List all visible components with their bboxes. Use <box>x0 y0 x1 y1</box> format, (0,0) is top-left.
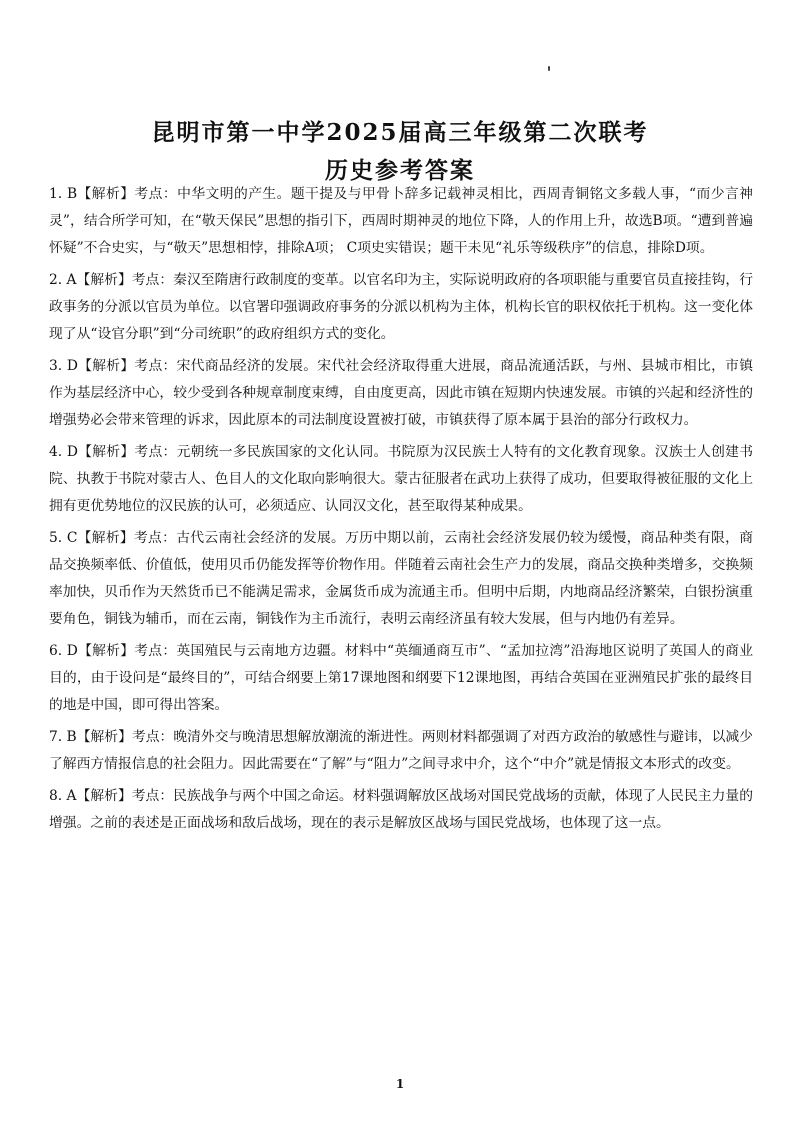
answer-item <box>49 439 753 520</box>
answer-key-title: 历史参考答案 <box>325 157 475 184</box>
answer-text: 元朝统一多民族国家的文化认同。书院原为汉民族士人特有的文化教育现象。汉族士人创建书院、执教于书院对蒙古人、色目人的文化取向影响很大。蒙古征服者在武功上获得了成功，但要取得被征服的文化上拥有更优势地位的汉民族的认可，必须适应、认同汉文化，甚至取得某种成果。 <box>49 444 753 514</box>
answer-text: 古代云南社会经济的发展。万历中期以前，云南社会经济发展仍较为缓慢，商品种类有限，商品交换频率低、价值低，使用贝币仍能发挥等价物作用。伴随着云南社会生产力的发展，商品交换种类增多，交换频率加快，贝币作为天然货币已不能满足需求，金属货币成为流通主币。但明中后期，内地商品经济繁荣，白银扮演重要角色，铜钱为辅币，而在云南，铜钱作为主币流行，表明云南经济虽有较大发展，但与内地仍有差异。 <box>49 530 754 627</box>
answer-lead: 1. B【解析】考点： <box>49 186 178 202</box>
answer-item <box>49 267 753 348</box>
answer-lead: 3. D【解析】考点： <box>49 358 177 374</box>
answer-text: 晚清外交与晚清思想解放潮流的渐进性。两则材料都强调了对西方政治的敏感性与避讳，以减少了解西方情报信息的社会阻力。因此需要在“了解”与“阻力”之间寻求中介，这个“中介”就是情报文本形式的改变。 <box>49 729 753 772</box>
answer-lead: 5. C【解析】考点： <box>49 530 177 546</box>
answer-item <box>49 353 753 434</box>
answer-item <box>49 525 753 633</box>
answer-lead: 7. B【解析】考点： <box>49 729 174 745</box>
page-number: 1 <box>395 1077 405 1091</box>
answer-list <box>49 181 753 842</box>
scan-speck <box>548 66 550 71</box>
exam-title: 昆明市第一中学2025届高三年级第二次联考 <box>151 119 649 146</box>
answer-lead: 8. A【解析】考点： <box>49 788 174 804</box>
answer-item <box>49 638 753 719</box>
answer-text: 英国殖民与云南地方边疆。材料中“英缅通商互市”、“孟加拉湾”沿海地区说明了英国人的商业目的，由于设问是“最终目的”，可结合纲要上第17课地图和纲要下12课地图，再结合英国在亚洲殖民扩张的最终目的地是中国，即可得出答案。 <box>49 643 753 713</box>
answer-item <box>49 724 753 778</box>
answer-text: 宋代商品经济的发展。宋代社会经济取得重大进展，商品流通活跃，与州、县城市相比，市镇作为基层经济中心，较少受到各种规章制度束缚，自由度更高，因此市镇在短期内快速发展。市镇的兴起和经济性的增强势必会带来管理的诉求，因此原本的司法制度设置被打破，市镇获得了原本属于县治的部分行政权力。 <box>49 358 753 428</box>
answer-text: 中华文明的产生。题干提及与甲骨卜辞多记载神灵相比，西周青铜铭文多载人事，“而少言神灵”，结合所学可知，在“敬天保民”思想的指引下，西周时期神灵的地位下降，人的作用上升，故选B项。“遭到普遍怀疑”不合史实，与“敬天”思想相悖，排除A项； C项史实错误；题干未见“礼乐等级秩序”的信息，排除D项。 <box>49 186 753 256</box>
answer-item <box>49 783 753 837</box>
answer-item <box>49 181 753 262</box>
answer-lead: 6. D【解析】考点： <box>49 643 177 659</box>
answer-lead: 2. A【解析】考点： <box>49 272 174 288</box>
answer-text: 民族战争与两个中国之命运。材料强调解放区战场对国民党战场的贡献，体现了人民民主力量的增强。之前的表述是正面战场和敌后战场，现在的表示是解放区战场与国民党战场，也体现了这一点。 <box>49 788 753 831</box>
answer-lead: 4. D【解析】考点： <box>49 444 177 460</box>
answer-text: 秦汉至隋唐行政制度的变革。以官名印为主，实际说明政府的各项职能与重要官员直接挂钩，行政事务的分派以官员为单位。以官署印强调政府事务的分派以机构为主体，机构长官的职权依托于机构。这一变化体现了从“设官分职”到“分司统职”的政府组织方式的变化。 <box>49 272 753 342</box>
